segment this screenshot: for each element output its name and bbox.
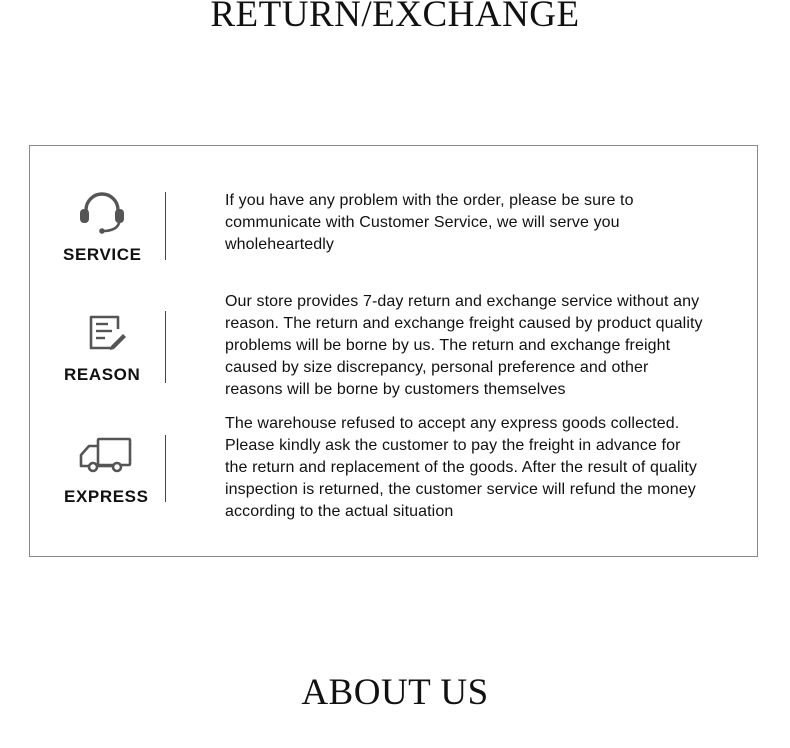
headset-icon (79, 192, 125, 234)
express-divider (165, 435, 166, 502)
return-policy-box (29, 145, 758, 557)
service-label: SERVICE (63, 245, 142, 264)
delivery-truck-icon (79, 437, 133, 475)
express-label: EXPRESS (64, 487, 149, 506)
service-text: If you have any problem with the order, please be sure to communicate with Customer Service, we will serve you wholeheartedly (225, 192, 634, 253)
return-exchange-heading: RETURN/EXCHANGE (210, 0, 580, 35)
service-divider (165, 192, 166, 260)
edit-document-icon (87, 314, 129, 354)
reason-label: REASON (64, 365, 141, 384)
reason-divider (165, 311, 166, 383)
express-text: The warehouse refused to accept any express goods collected. Please kindly ask the customer to pay the freight in advance for the return and replacement of the goods. After the result of quality inspection is returned, the customer service will refund the money according to the actual situation (225, 415, 697, 520)
reason-text: Our store provides 7-day return and exchange service without any reason. The return and exchange freight caused by product quality problems will be borne by us. The return and exchange freight caused by size discrepancy, personal preference and other reasons will be borne by customers themselves (225, 293, 703, 398)
about-us-heading: ABOUT US (301, 672, 489, 713)
